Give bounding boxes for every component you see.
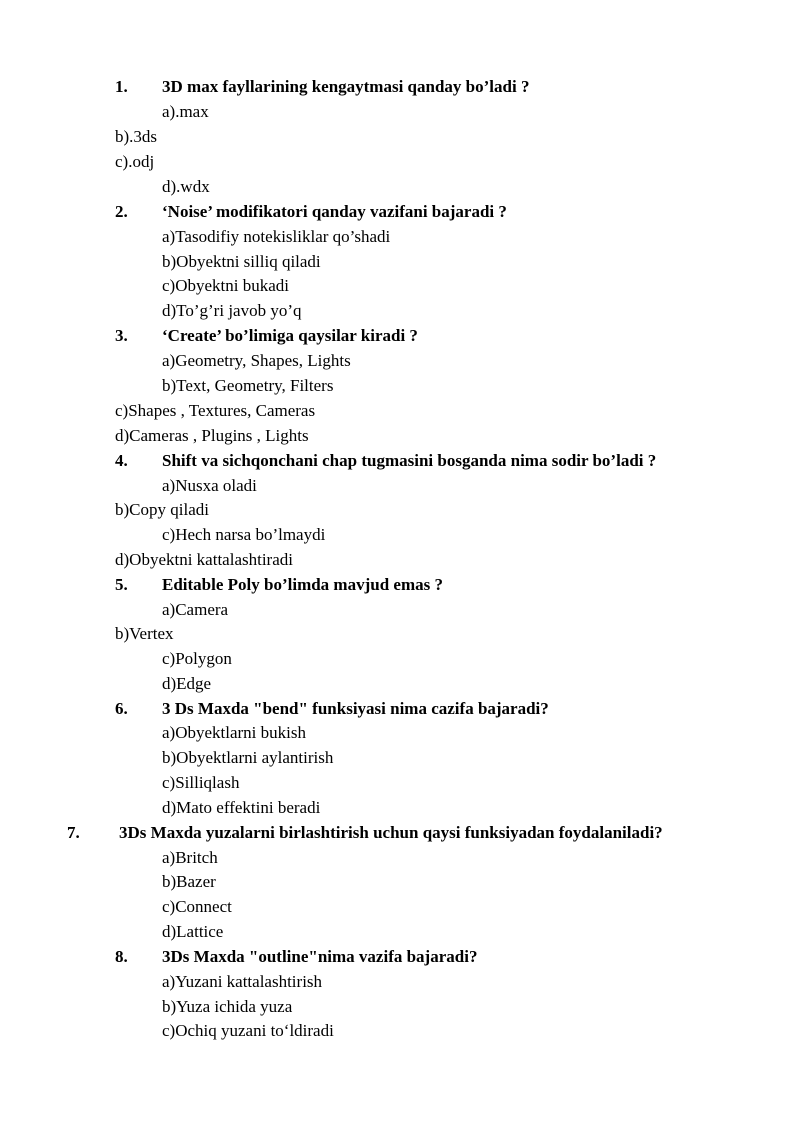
- question-text: ‘Noise’ modifikatori qanday vazifani bajaradi ?: [162, 202, 507, 221]
- question-number: 4.: [115, 451, 128, 470]
- question-text: ‘Create’ bo’limiga qaysilar kiradi ?: [162, 326, 418, 345]
- answer-option: b)Vertex: [115, 624, 174, 643]
- answer-option: d)Obyektni kattalashtiradi: [115, 550, 293, 569]
- question-number: 2.: [115, 202, 128, 221]
- answer-option: d)Cameras , Plugins , Lights: [115, 426, 309, 445]
- answer-option: a)Obyektlarni bukish: [162, 723, 306, 742]
- answer-option: c)Hech narsa bo’lmaydi: [162, 525, 326, 544]
- question-number: 8.: [115, 947, 128, 966]
- question-number: 6.: [115, 699, 128, 718]
- question-number: 3.: [115, 326, 128, 345]
- answer-option: b)Obyektlarni aylantirish: [162, 748, 334, 767]
- answer-option: c)Silliqlash: [162, 773, 240, 792]
- answer-option: a)Britch: [162, 848, 218, 867]
- answer-option: c)Connect: [162, 897, 232, 916]
- question-text: 3Ds Maxda yuzalarni birlashtirish uchun qaysi funksiyadan foydalaniladi?: [119, 823, 663, 842]
- answer-option: b)Obyektni silliq qiladi: [162, 252, 321, 271]
- answer-option: d)Mato effektini beradi: [162, 798, 321, 817]
- question-text: Shift va sichqonchani chap tugmasini bosganda nima sodir bo’ladi ?: [162, 451, 657, 470]
- question-number: 5.: [115, 575, 128, 594]
- answer-option: c)Polygon: [162, 649, 232, 668]
- answer-option: a)Geometry, Shapes, Lights: [162, 351, 351, 370]
- answer-option: d)Lattice: [162, 922, 224, 941]
- question-number: 1.: [115, 77, 128, 96]
- answer-option: c)Ochiq yuzani to‘ldiradi: [162, 1021, 334, 1040]
- question-text: Editable Poly bo’limda mavjud emas ?: [162, 575, 443, 594]
- answer-option: a)Yuzani kattalashtirish: [162, 972, 323, 991]
- answer-option: b)Text, Geometry, Filters: [162, 376, 334, 395]
- question-text: 3Ds Maxda "outline"nima vazifa bajaradi?: [162, 947, 478, 966]
- answer-option: a)Tasodifiy notekisliklar qo’shadi: [162, 227, 391, 246]
- answer-option: b)Copy qiladi: [115, 500, 209, 519]
- question-text: 3 Ds Maxda "bend" funksiyasi nima cazifa bajaradi?: [162, 699, 549, 718]
- answer-option: a)Nusxa oladi: [162, 476, 257, 495]
- answer-option: c)Shapes , Textures, Cameras: [115, 401, 316, 420]
- answer-option: b).3ds: [115, 127, 158, 146]
- answer-option: d)To’g’ri javob yo’q: [162, 301, 302, 320]
- question-number: 7.: [67, 823, 80, 842]
- answer-option: d)Edge: [162, 674, 212, 693]
- answer-option: a).max: [162, 102, 209, 121]
- answer-option: b)Yuza ichida yuza: [162, 997, 293, 1016]
- question-text: 3D max fayllarining kengaytmasi qanday bo’ladi ?: [162, 77, 530, 96]
- answer-option: d).wdx: [162, 177, 210, 196]
- answer-option: a)Camera: [162, 600, 229, 619]
- answer-option: c).odj: [115, 152, 155, 171]
- answer-option: c)Obyektni bukadi: [162, 276, 289, 295]
- answer-option: b)Bazer: [162, 872, 216, 891]
